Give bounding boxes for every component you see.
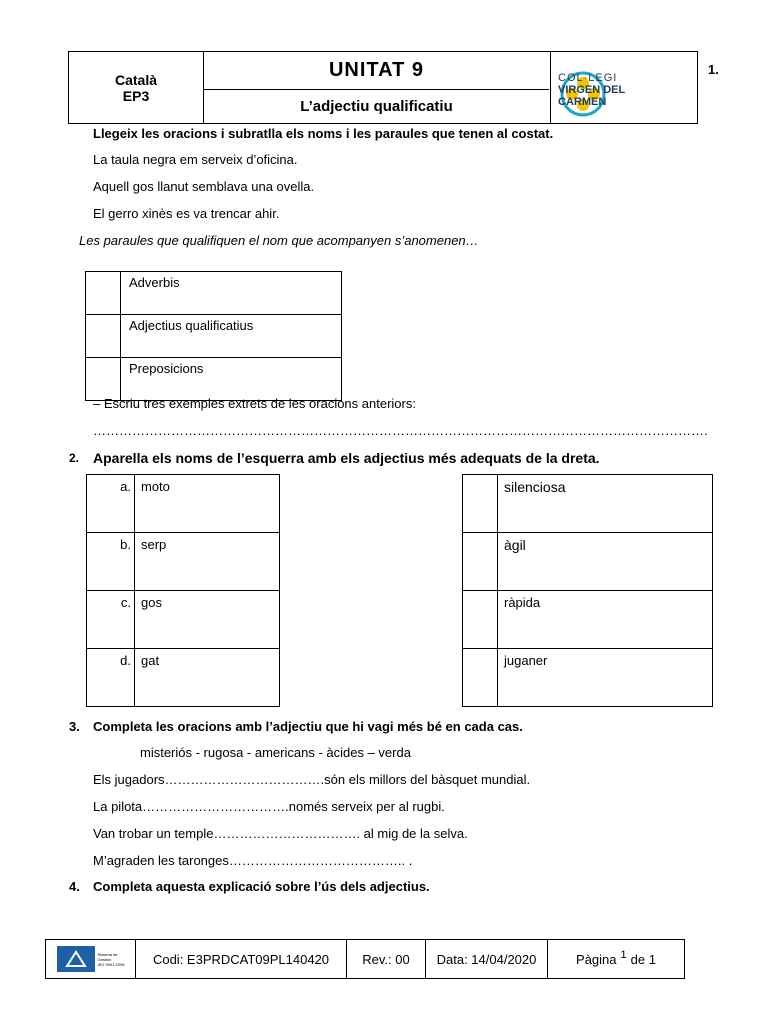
subject-name: Català bbox=[114, 71, 158, 88]
option-row bbox=[86, 272, 342, 315]
adjective-row bbox=[463, 475, 713, 533]
exercise-1-instruction: Llegeix les oracions i subratlla els noms i les paraules que tenen al costat. bbox=[93, 126, 554, 141]
certification-text bbox=[98, 952, 125, 967]
footer-box bbox=[45, 939, 685, 979]
noun-word[interactable]: serp bbox=[135, 533, 280, 591]
page-number-cell bbox=[548, 940, 684, 978]
noun-row bbox=[87, 649, 280, 707]
adjective-blank[interactable] bbox=[463, 533, 498, 591]
option-checkbox[interactable] bbox=[86, 315, 121, 358]
exercise-1-number: 1. bbox=[708, 62, 719, 77]
examples-prompt: – Escriu tres exemples extrets de les oracions anteriors: bbox=[93, 396, 416, 411]
sentence-1: La taula negra em serveix d’oficina. bbox=[93, 152, 298, 167]
school-name bbox=[558, 72, 625, 108]
cert-line: Gestión bbox=[97, 956, 112, 962]
fill-sentence-4[interactable]: M’agraden les taronges………………………………….. . bbox=[93, 853, 413, 868]
certification-cell bbox=[46, 940, 136, 978]
noun-word[interactable]: moto bbox=[135, 475, 280, 533]
unit-title: UNITAT 9 bbox=[204, 52, 549, 90]
title-cell bbox=[204, 52, 551, 123]
exercise-3-instruction: Completa les oracions amb l’adjectiu que hi vagi més bé en cada cas. bbox=[93, 719, 523, 734]
option-row bbox=[86, 315, 342, 358]
option-row bbox=[86, 358, 342, 401]
noun-letter: d. bbox=[87, 649, 135, 707]
word-bank: misteriós - rugosa - americans - àcides – verda bbox=[140, 745, 411, 760]
adjective-row bbox=[463, 591, 713, 649]
exercise-2-instruction: Aparella els noms de l’esquerra amb els adjectius més adequats de la dreta. bbox=[93, 450, 600, 466]
exercise-1-question: Les paraules que qualifiquen el nom que acompanyen s’anomenen… bbox=[79, 233, 479, 248]
sentence-3: El gerro xinès es va trencar ahir. bbox=[93, 206, 280, 221]
exercise-4-instruction: Completa aquesta explicació sobre l’ús dels adjectius. bbox=[93, 879, 430, 894]
adjective-word[interactable]: silenciosa bbox=[498, 475, 713, 533]
fill-sentence-3[interactable]: Van trobar un temple……………………………. al mig de la selva. bbox=[93, 826, 468, 841]
option-checkbox[interactable] bbox=[86, 358, 121, 401]
cert-line: Sistema de bbox=[97, 951, 118, 957]
exercise-2-number: 2. bbox=[69, 451, 80, 465]
school-name-line2: VIRGEN DEL bbox=[558, 84, 626, 96]
adjective-word[interactable]: juganer bbox=[498, 649, 713, 707]
noun-letter: c. bbox=[87, 591, 135, 649]
certification-icon bbox=[57, 946, 95, 972]
option-label: Adverbis bbox=[121, 272, 342, 315]
noun-row bbox=[87, 475, 280, 533]
exercise-4-number: 4. bbox=[69, 879, 80, 894]
option-label: Adjectius qualificatius bbox=[121, 315, 342, 358]
subject-cell bbox=[69, 52, 204, 123]
option-checkbox[interactable] bbox=[86, 272, 121, 315]
noun-letter: b. bbox=[87, 533, 135, 591]
document-code: Codi: E3PRDCAT09PL140420 bbox=[136, 940, 347, 978]
adjective-row bbox=[463, 533, 713, 591]
adjectives-table bbox=[462, 474, 713, 707]
school-name-line3: CARMEN bbox=[558, 96, 607, 108]
page-label: Pàgina bbox=[576, 951, 617, 967]
fill-sentence-2[interactable]: La pilota…………………………….només serveix per al rugbi. bbox=[93, 799, 445, 814]
page-total: de 1 bbox=[630, 951, 656, 967]
noun-word[interactable]: gos bbox=[135, 591, 280, 649]
answer-line[interactable]: ……………………………………………………………………………………………………………………………. bbox=[93, 423, 708, 438]
adjective-word[interactable]: ràpida bbox=[498, 591, 713, 649]
adjective-word[interactable]: àgil bbox=[498, 533, 713, 591]
sentence-2: Aquell gos llanut semblava una ovella. bbox=[93, 179, 315, 194]
options-table bbox=[85, 271, 342, 401]
revision: Rev.: 00 bbox=[347, 940, 426, 978]
adjective-row bbox=[463, 649, 713, 707]
certification-logo bbox=[57, 946, 125, 972]
adjective-blank[interactable] bbox=[463, 649, 498, 707]
option-label: Preposicions bbox=[121, 358, 342, 401]
noun-word[interactable]: gat bbox=[135, 649, 280, 707]
cert-line: ISO 9001:2008 bbox=[97, 961, 125, 967]
school-name-line1: COL·LEGI bbox=[558, 72, 618, 84]
level-name: EP3 bbox=[122, 87, 150, 104]
nouns-table bbox=[86, 474, 280, 707]
adjective-blank[interactable] bbox=[463, 591, 498, 649]
noun-row bbox=[87, 591, 280, 649]
fill-sentence-1[interactable]: Els jugadors……………………………….són els millors del bàsquet mundial. bbox=[93, 772, 531, 787]
topic-title: L’adjectiu qualificatiu bbox=[300, 98, 453, 115]
noun-letter: a. bbox=[87, 475, 135, 533]
adjective-blank[interactable] bbox=[463, 475, 498, 533]
noun-row bbox=[87, 533, 280, 591]
exercise-3-number: 3. bbox=[69, 719, 80, 734]
document-date: Data: 14/04/2020 bbox=[426, 940, 548, 978]
page-number: 1 bbox=[620, 949, 627, 961]
